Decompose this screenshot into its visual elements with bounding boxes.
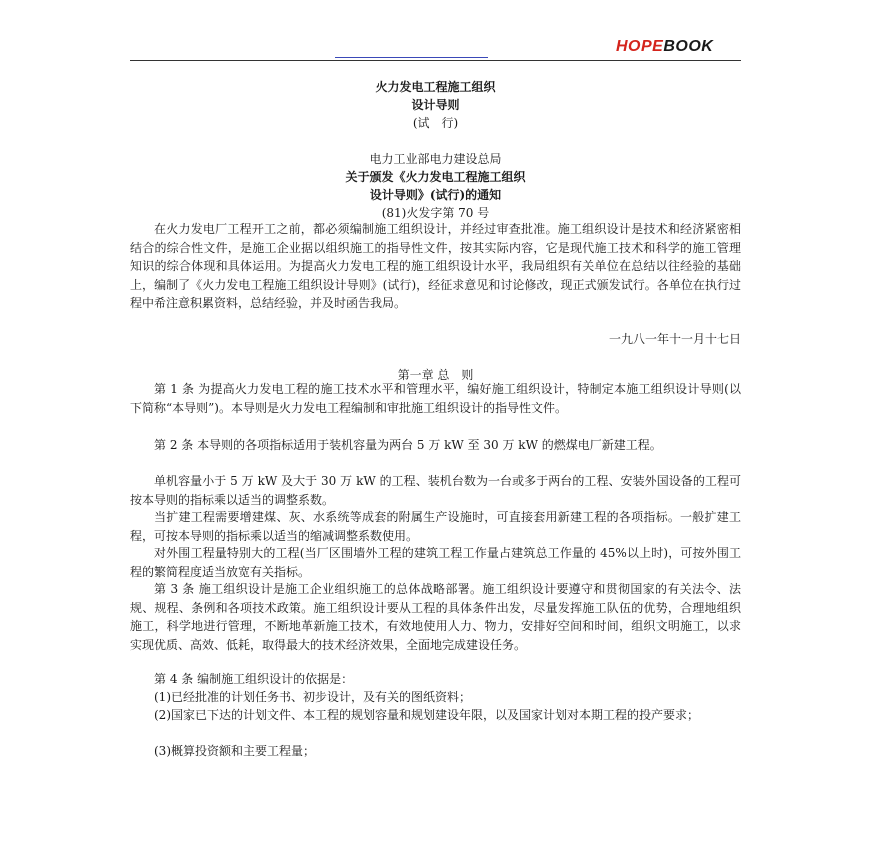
logo-hope: HOPE — [616, 38, 664, 55]
hopebook-logo — [616, 38, 713, 56]
doc-title-line1: 火力发电工程施工组织 — [375, 80, 496, 94]
notice-org: 电力工业部电力建设总局 — [369, 152, 502, 166]
notice-title-line2: 设计导则》(试行)的通知 — [369, 188, 502, 202]
notice-number: (81)火发字第 70 号 — [381, 206, 490, 220]
header-link-underline[interactable] — [335, 57, 488, 58]
notice-title-line1: 关于颁发《火力发电工程施工组织 — [345, 170, 526, 184]
notice-date: 一九八一年十一月十七日 — [608, 332, 741, 346]
article-4-item-1: (1)已经批准的计划任务书、初步设计，及有关的图纸资料； — [154, 690, 472, 704]
article-2-para-3: 当扩建工程需要增建煤、灰、水系统等成套的附属生产设施时，可直接套用新建工程的各项指标。一般扩建工程，可按本导则的指标乘以适当的缩减调整系数使用。 — [130, 510, 741, 543]
article-3: 第 3 条 施工组织设计是施工企业组织施工的总体战略部署。施工组织设计要遵守和贯彻国家的有关法令、法规、规程、条例和各项技术政策。施工组织设计要从工程的具体条件出发，尽量发挥施工队伍的优势，合理地组织施工，科学地进行管理，不断地革新施工技术，有效地使用人力、物力，安排好空间和时间，组织文明施工，以求实现优质、高效、低耗，取得最大的技术经济效果，全面地完成建设任务。 — [130, 582, 741, 652]
logo-book: BOOK — [663, 38, 714, 55]
chapter-title: 第一章 总 则 — [397, 368, 474, 382]
header-divider — [130, 60, 741, 61]
notice-body: 在火力发电厂工程开工之前，都必须编制施工组织设计，并经过审查批准。施工组织设计是技术和经济紧密相结合的综合性文件，是施工企业据以组织施工的指导性文件，按其实际内容，它是现代施工技术和科学的施工管理知识的综合体现和具体运用。为提高火力发电工程的施工组织设计水平，我局组织有关单位在总结以往经验的基础上，编制了《火力发电工程施工组织设计导则》(试行)，经征求意见和讨论修改，现正式颁发试行。各单位在执行过程中希注意积累资料，总结经验，并及时函告我局。 — [130, 222, 741, 311]
article-1: 第 1 条 为提高火力发电工程的施工技术水平和管理水平，编好施工组织设计，特制定本施工组织设计导则(以下简称“本导则”)。本导则是火力发电工程编制和审批施工组织设计的指导性文件。 — [130, 382, 741, 415]
article-4-item-3: (3)概算投资额和主要工程量； — [154, 744, 315, 758]
article-2-para-4: 对外围工程量特别大的工程(当厂区围墙外工程的建筑工程工作量占建筑总工作量的 45%以上时)，可按外围工程的繁简程度适当放宽有关指标。 — [130, 546, 741, 579]
doc-title-line3: (试 行) — [412, 116, 459, 130]
article-2-para-2: 单机容量小于 5 万 kW 及大于 30 万 kW 的工程、装机台数为一台或多于两台的工程、安装外国设备的工程可按本导则的指标乘以适当的调整系数。 — [130, 474, 741, 507]
doc-title-line2: 设计导则 — [411, 98, 460, 112]
article-2: 第 2 条 本导则的各项指标适用于装机容量为两台 5 万 kW 至 30 万 kW 的燃煤电厂新建工程。 — [154, 438, 662, 452]
article-4-item-2: (2)国家已下达的计划文件、本工程的规划容量和规划建设年限，以及国家计划对本期工程的投产要求； — [154, 708, 700, 722]
article-4: 第 4 条 编制施工组织设计的依据是： — [154, 672, 354, 686]
